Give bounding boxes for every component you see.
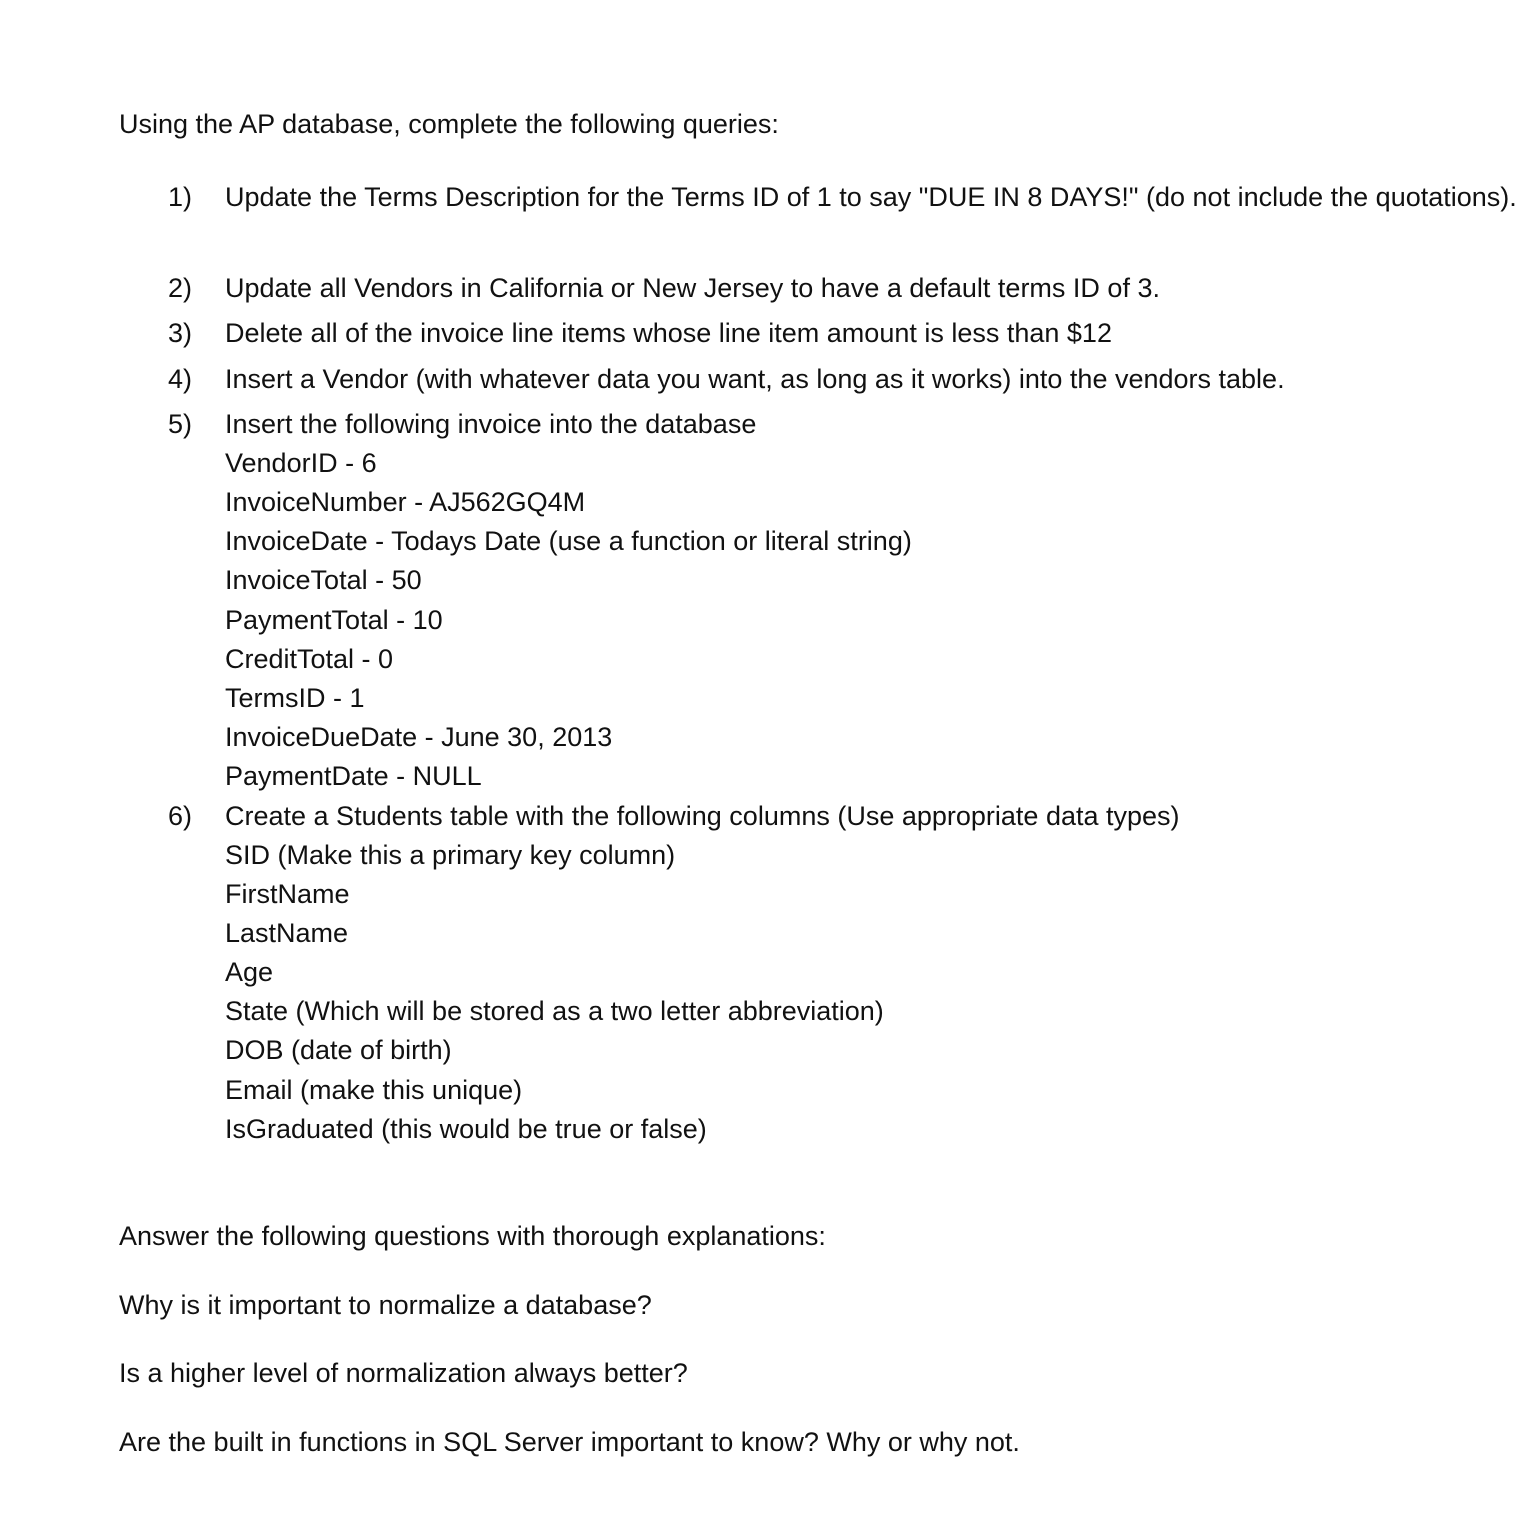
invoice-field: TermsID - 1 [225, 683, 365, 713]
item-text: Update all Vendors in California or New Jersey to have a default terms ID of 3. [225, 273, 1160, 303]
invoice-field: InvoiceNumber - AJ562GQ4M [225, 487, 586, 517]
invoice-field: InvoiceTotal - 50 [225, 565, 422, 595]
item-text: Insert the following invoice into the database [225, 409, 757, 439]
item-number: 5) [168, 409, 193, 439]
intro-text: Using the AP database, complete the following queries: [119, 109, 779, 139]
invoice-field: VendorID - 6 [225, 448, 377, 478]
questions-intro-text: Answer the following questions with thorough explanations: [119, 1221, 826, 1251]
student-column: Age [225, 957, 274, 987]
question-2: Is a higher level of normalization always better? [119, 1358, 688, 1388]
question-1: Why is it important to normalize a database? [119, 1290, 652, 1320]
student-column: FirstName [225, 879, 350, 909]
item-number: 1) [168, 182, 193, 212]
invoice-field: PaymentDate - NULL [225, 761, 482, 791]
student-column: State (Which will be stored as a two letter abbreviation) [225, 996, 884, 1026]
item-number: 4) [168, 364, 193, 394]
student-column: LastName [225, 918, 349, 948]
item-text: Insert a Vendor (with whatever data you want, as long as it works) into the vendors table. [225, 364, 1285, 394]
question-3: Are the built in functions in SQL Server important to know? Why or why not. [119, 1427, 1020, 1457]
student-column: IsGraduated (this would be true or false) [225, 1114, 707, 1144]
student-column: Email (make this unique) [225, 1075, 523, 1105]
invoice-field: InvoiceDate - Todays Date (use a function or literal string) [225, 526, 912, 556]
invoice-field: CreditTotal - 0 [225, 644, 394, 674]
item-number: 2) [168, 273, 193, 303]
invoice-field: InvoiceDueDate - June 30, 2013 [225, 722, 613, 752]
item-text: Delete all of the invoice line items whose line item amount is less than $12 [225, 318, 1112, 348]
student-column: DOB (date of birth) [225, 1035, 452, 1065]
item-text: Update the Terms Description for the Terms ID of 1 to say "DUE IN 8 DAYS!" (do not include the quotations). [225, 182, 1517, 212]
item-number: 6) [168, 801, 193, 831]
student-column: SID (Make this a primary key column) [225, 840, 676, 870]
item-text: Create a Students table with the following columns (Use appropriate data types) [225, 801, 1180, 831]
item-number: 3) [168, 318, 193, 348]
invoice-field: PaymentTotal - 10 [225, 605, 443, 635]
